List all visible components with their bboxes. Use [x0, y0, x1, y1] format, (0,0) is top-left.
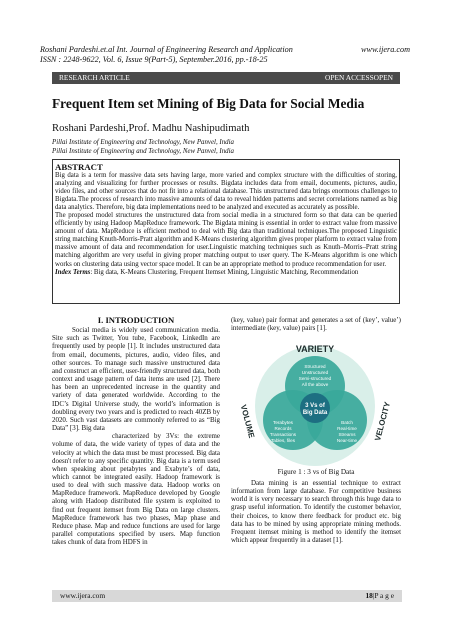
journal-url[interactable]: www.ijera.com — [361, 45, 410, 54]
velocity-item: Near-time — [336, 438, 358, 443]
col2-paragraph-top: (key, value) pair format and generates a set of (key’, value’) intermediate (key, value) pairs [1]. — [231, 316, 401, 333]
affiliation-1: Pillai Institute of Engineering and Technology, New Panvel, India — [52, 139, 234, 146]
center-label-line-2: Big Data — [302, 410, 328, 416]
right-column-bottom — [231, 479, 401, 544]
article-type-band — [52, 72, 400, 84]
volume-item: Tables, files — [271, 438, 295, 443]
volume-label: VOLUME — [238, 403, 257, 440]
center-label-line-1: 3 Vs of — [305, 403, 325, 409]
index-terms-list: : Big data, K-Means Clustering, Frequent Itemset Mining, Linguistic Matching, Recommendation — [90, 268, 359, 276]
journal-citation-header — [40, 45, 410, 65]
affiliation-2: Pillai Institute of Engineering and Technology, New Panvel, India — [52, 147, 234, 155]
paper-authors: Roshani Pardeshi,Prof. Madhu Nashipudimath — [52, 123, 250, 134]
velocity-item: Streams — [338, 432, 356, 437]
page-suffix: |P a g e — [372, 591, 394, 600]
variety-item: Semi-structured — [298, 376, 332, 381]
left-column — [52, 316, 220, 546]
citation-line-1: Roshani Pardeshi.et.al Int. Journal of Engineering Research and Application — [40, 45, 293, 54]
right-column-top — [231, 316, 401, 332]
col2-paragraph-bottom: Data mining is an essential technique to extract information from large database. For competitive business world it is very necessary to search through this huge data to grasp useful information. To identify the customer behavior, their choices, to know there feedback for product etc. big data has to be mined by using appropriate mining methods. Frequent itemset mining is method to identify the itemset which appear frequently in a dataset [1]. — [231, 479, 401, 545]
abstract-heading: ABSTRACT — [55, 162, 103, 172]
citation-line-2: ISSN : 2248-9622, Vol. 6, Issue 9(Part-5), September.2016, pp.-18-25 — [40, 55, 268, 64]
variety-item: All the above — [301, 382, 329, 387]
intro-paragraph-2: characterized by 3Vs: the extreme volume of data, the wide variety of types of data and the velocity at which the data must be must processed. Big data doesn't refer to any specific quantity. Big data is a term used when speaking about petabytes and Exabyte’s of data, which cannot be integrated easily. Hadoop framework is used to deal with such massive data. Hadoop works on MapReduce framework. MapReduce developed by Google along with Hadoop distributed file system is exploited to find out frequent itemset from Big Data on large clusters. MapReduce framework has two phases, Map phase and Reduce phase. Map and reduce functions are used for large parallel computations specified by users. Map function takes chunk of data from HDFS in — [52, 432, 220, 547]
velocity-label: VELOCITY — [373, 400, 393, 442]
abstract-box — [52, 159, 400, 304]
paper-title: Frequent Item set Mining of Big Data for Social Media — [52, 96, 365, 111]
variety-item: Unstructured — [301, 370, 329, 375]
variety-label: VARIETY — [295, 344, 335, 354]
figure-caption: Figure 1 : 3 vs of Big Data — [277, 468, 355, 476]
three-vs-figure — [231, 342, 399, 466]
page-number-value: 18 — [365, 591, 373, 600]
volume-item: Records — [274, 426, 292, 431]
author-affiliations — [52, 139, 402, 156]
abstract-paragraph-2: The proposed model structures the unstructured data from social media in a structured form so that data can be queried efficiently by using Hadoop MapReduce framework. The Bigdata mining is essential in order to extract value from massive amount of data. MapReduce is efficient method to deal with Big data than traditional techniques.The proposed Linguistic string matching Knuth-Morris-Pratt algorithm and K-Means clustering algorithm gives proper platform to extract value from massive amount of data and recommendation for user.Linguistic matching techniques such as Knuth–Morris–Pratt string matching algorithm are very useful in giving proper matching output to user query. The K-Means algorithm is one which works on clustering data using vector space model. It can be an appropriate method to produce recommendation for user. — [55, 212, 397, 268]
open-access-label: OPEN ACCESSOPEN — [325, 73, 393, 82]
page-footer — [52, 590, 402, 602]
abstract-body — [55, 172, 397, 277]
index-terms-label: Index Terms — [55, 268, 91, 276]
abstract-paragraph-1: Big data is a term for massive data sets having large, more varied and complex structure with the difficulties of storing, analyzing and visualizing for further processes or results. Bigdata includes data from email, documents, pictures, audio, video files, and other sources that do not fit into a relational database. This unstructured data brings enormous challenges to Bigdata.The process of research into massive amounts of data to reveal hidden patterns and secret correlations named as big data analytics. Therefore, big data implementations need to be analyzed and executed as accurately as possible. — [55, 172, 397, 212]
volume-item: Transactions — [269, 432, 297, 437]
page-number — [365, 590, 394, 602]
velocity-item: Real-time — [337, 426, 357, 431]
index-terms — [55, 269, 397, 277]
research-article-label: RESEARCH ARTICLE — [59, 73, 130, 82]
footer-url[interactable]: www.ijera.com — [60, 591, 106, 600]
volume-item: Terabytes — [273, 420, 293, 425]
velocity-item: Batch — [341, 420, 353, 425]
variety-item: Structured — [304, 364, 326, 369]
intro-paragraph-1: Social media is widely used communication media. Site such as Twitter, You tube, Facebook, LinkedIn are frequently used by people [1]. It includes unstructured data from email, documents, pictures, audio, video files, and other sources. To manage such massive unstructured data and construct an efficient, user-friendly structured data, both context and usage pattern of data items are used [2]. There has been an unprecedented increase in the quantity and variety of data generated worldwide. According to the IDC’s Digital Universe study, the world’s information is doubling every two years and is predicted to reach 40ZB by 2020. Such vast datasets are commonly referred to as “Big Data” [3]. Big data — [52, 326, 220, 433]
introduction-heading: I. INTRODUCTION — [97, 315, 175, 325]
